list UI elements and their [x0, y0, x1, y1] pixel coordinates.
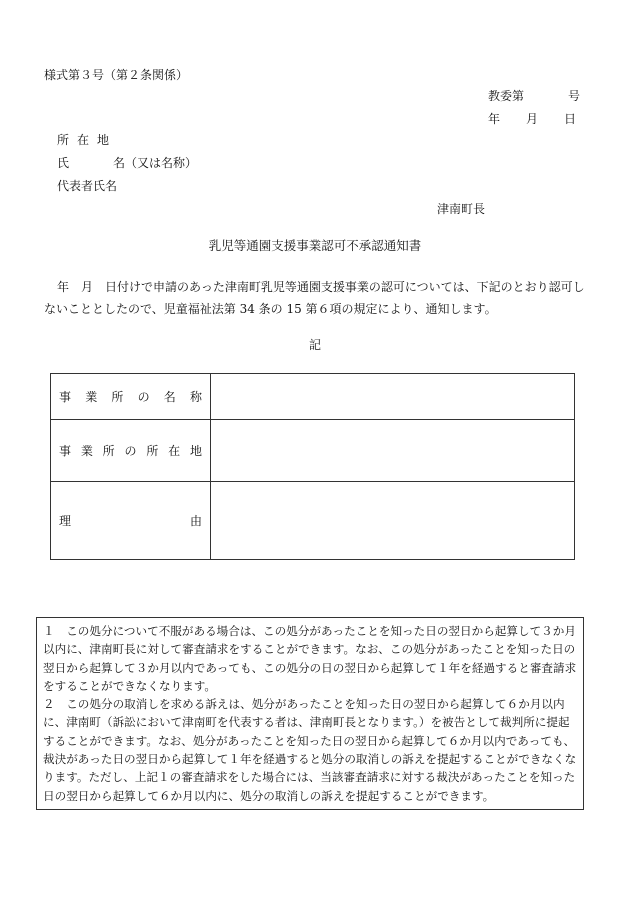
table-row: [51, 482, 575, 560]
notice-paragraph-1: １ この処分について不服がある場合は、この処分があったことを知った日の翌日から起算して３か月以内に、津南町長に対して審査請求をすることができます。なお、この処分があったことを知った日の翌日から起算して３か月以内であっても、この処分の日の翌日から起算して１年を経過すると審査請求をすることができなくなります。: [43, 624, 577, 693]
representative-label: 代表者氏名: [57, 179, 118, 193]
document-number-suffix: 号: [568, 89, 581, 103]
date-year: 年: [488, 112, 501, 126]
name-label: [57, 154, 197, 171]
date-day: 日: [564, 112, 577, 126]
facility-address-value: [211, 420, 575, 482]
ki-heading: 記: [308, 338, 321, 352]
form-number: 様式第３号（第２条関係）: [44, 68, 189, 82]
name-label-part-2: 名（又は名称）: [113, 156, 198, 170]
intro-paragraph: 年 月 日付けで申請のあった津南町乳児等通園支援事業の認可については、下記のとおり認可しないこととしたので、児童福祉法第 34 条の 15 第６項の規定により、通知します。: [44, 280, 585, 316]
issuer-name: 津南町長: [437, 202, 486, 216]
address-label: 所在地: [57, 133, 118, 147]
document-number-prefix: 教委第: [488, 89, 525, 103]
reason-value: [211, 482, 575, 560]
date-month: 月: [526, 112, 539, 126]
facility-address-label: 事業所の所在地: [51, 420, 211, 482]
facility-name-value: [211, 374, 575, 420]
document-title: 乳児等通園支援事業認可不承認通知書: [208, 238, 422, 253]
appeal-notice-box: [36, 617, 584, 810]
document-date: [488, 110, 576, 127]
reason-label: 理由: [51, 482, 211, 560]
document-number: [488, 87, 580, 104]
table-row: [51, 374, 575, 420]
facility-name-label: 事業所の名称: [51, 374, 211, 420]
detail-table: [50, 373, 575, 560]
notice-paragraph-2: ２ この処分の取消しを求める訴えは、処分があったことを知った日の翌日から起算して６か月以内に、津南町（訴訟において津南町を代表する者は、津南町長となります。）を被告として裁判所に提起することができます。なお、処分があったことを知った日の翌日から起算して６か月以内であっても、裁決があった日の翌日から起算して１年を経過すると処分の取消しの訴えを提起することができなくなります。ただし、上記１の審査請求をした場合には、当該審査請求に対する裁決があったことを知った日の翌日から起算して６か月以内に、処分の取消しの訴えを提起することができます。: [43, 697, 577, 803]
table-row: [51, 420, 575, 482]
name-label-part-1: 氏: [57, 156, 70, 170]
